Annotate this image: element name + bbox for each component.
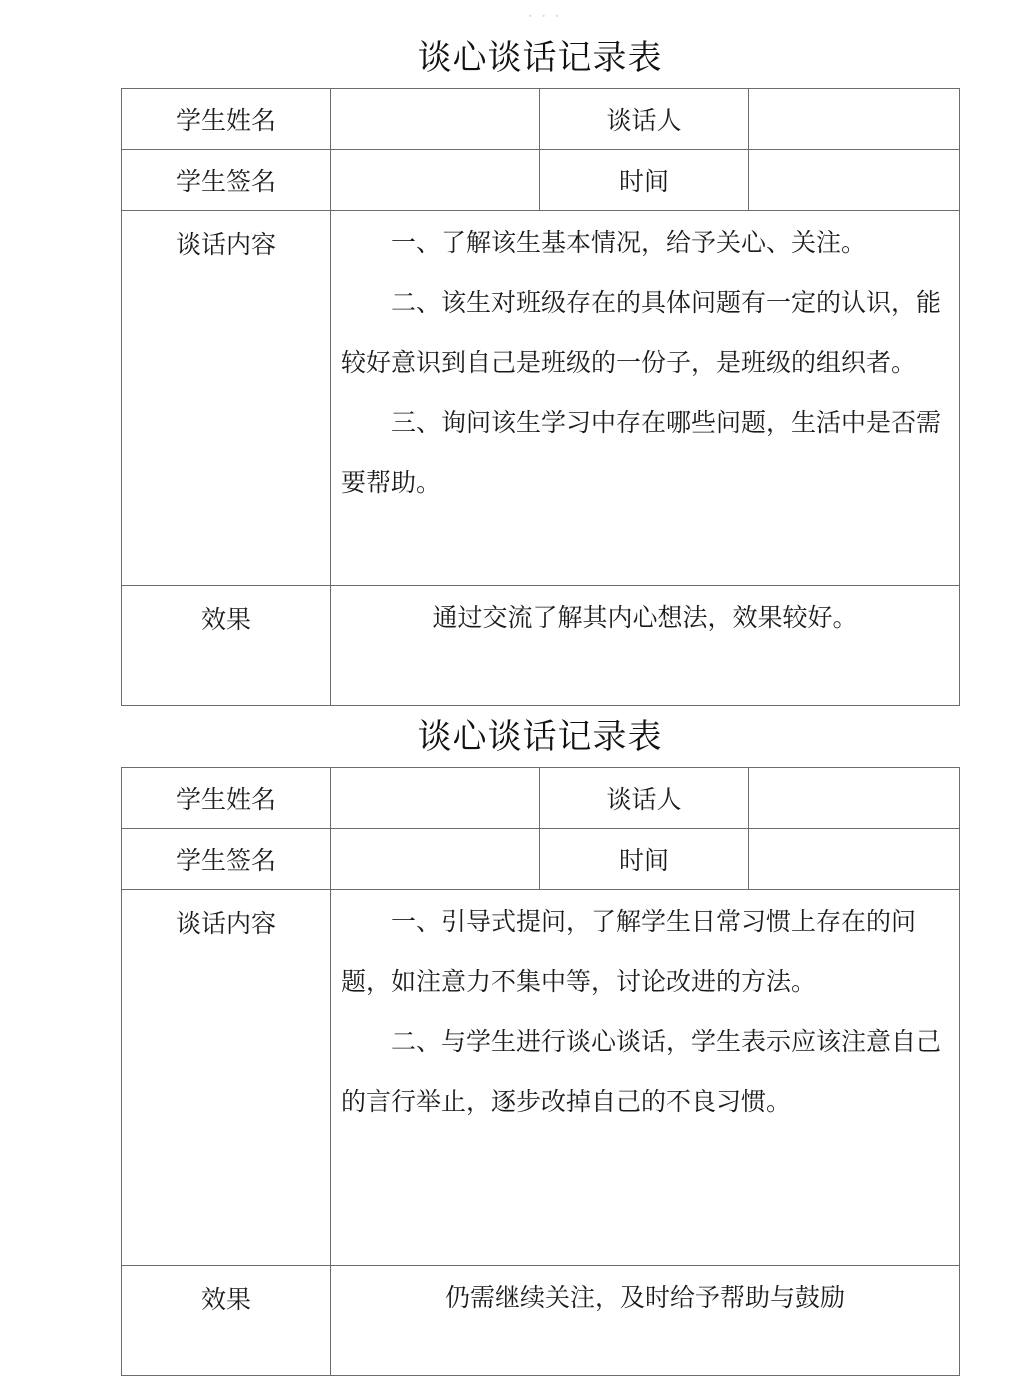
student-sign-field[interactable] <box>331 829 540 890</box>
effect-label: 效果 <box>122 586 331 706</box>
time-label: 时间 <box>540 150 749 211</box>
content-paragraph: 一、了解该生基本情况，给予关心、关注。 <box>391 228 867 257</box>
content-label: 谈话内容 <box>122 211 331 586</box>
content-paragraph: 二、与学生进行谈心谈话，学生表示应该注意自己的言行举止，逐步改掉自己的不良习惯。 <box>341 1027 942 1116</box>
content-text <box>331 890 960 1266</box>
form-title: 谈心谈话记录表 <box>417 717 663 757</box>
student-sign-field[interactable] <box>331 150 540 211</box>
effect-label: 效果 <box>122 1266 331 1376</box>
top-dots-decoration: • • • <box>528 12 563 21</box>
talker-field[interactable] <box>749 89 960 150</box>
student-name-field[interactable] <box>331 89 540 150</box>
effect-text: 通过交流了解其内心想法，效果较好。 <box>331 586 960 706</box>
student-name-label: 学生姓名 <box>122 89 331 150</box>
time-field[interactable] <box>749 150 960 211</box>
student-sign-row <box>122 829 960 890</box>
student-sign-label: 学生签名 <box>122 829 331 890</box>
student-name-label: 学生姓名 <box>122 768 331 829</box>
student-sign-label: 学生签名 <box>122 150 331 211</box>
content-label: 谈话内容 <box>122 890 331 1266</box>
form-title: 谈心谈话记录表 <box>417 38 663 78</box>
record-table <box>121 88 960 706</box>
student-sign-row <box>122 150 960 211</box>
content-row <box>122 211 960 586</box>
talker-label: 谈话人 <box>540 89 749 150</box>
effect-row <box>122 1266 960 1376</box>
time-field[interactable] <box>749 829 960 890</box>
content-row <box>122 890 960 1266</box>
content-paragraph: 二、该生对班级存在的具体问题有一定的认识，能较好意识到自己是班级的一份子，是班级的组织者。 <box>341 288 942 377</box>
content-paragraph: 三、询问该生学习中存在哪些问题，生活中是否需要帮助。 <box>341 408 942 497</box>
talker-field[interactable] <box>749 768 960 829</box>
talker-label: 谈话人 <box>540 768 749 829</box>
effect-text: 仍需继续关注，及时给予帮助与鼓励 <box>331 1266 960 1376</box>
effect-row <box>122 586 960 706</box>
time-label: 时间 <box>540 829 749 890</box>
content-text <box>331 211 960 586</box>
record-table <box>121 767 960 1376</box>
student-name-row <box>122 89 960 150</box>
student-name-row <box>122 768 960 829</box>
student-name-field[interactable] <box>331 768 540 829</box>
content-paragraph: 一、引导式提问，了解学生日常习惯上存在的问题，如注意力不集中等，讨论改进的方法。 <box>341 907 917 996</box>
